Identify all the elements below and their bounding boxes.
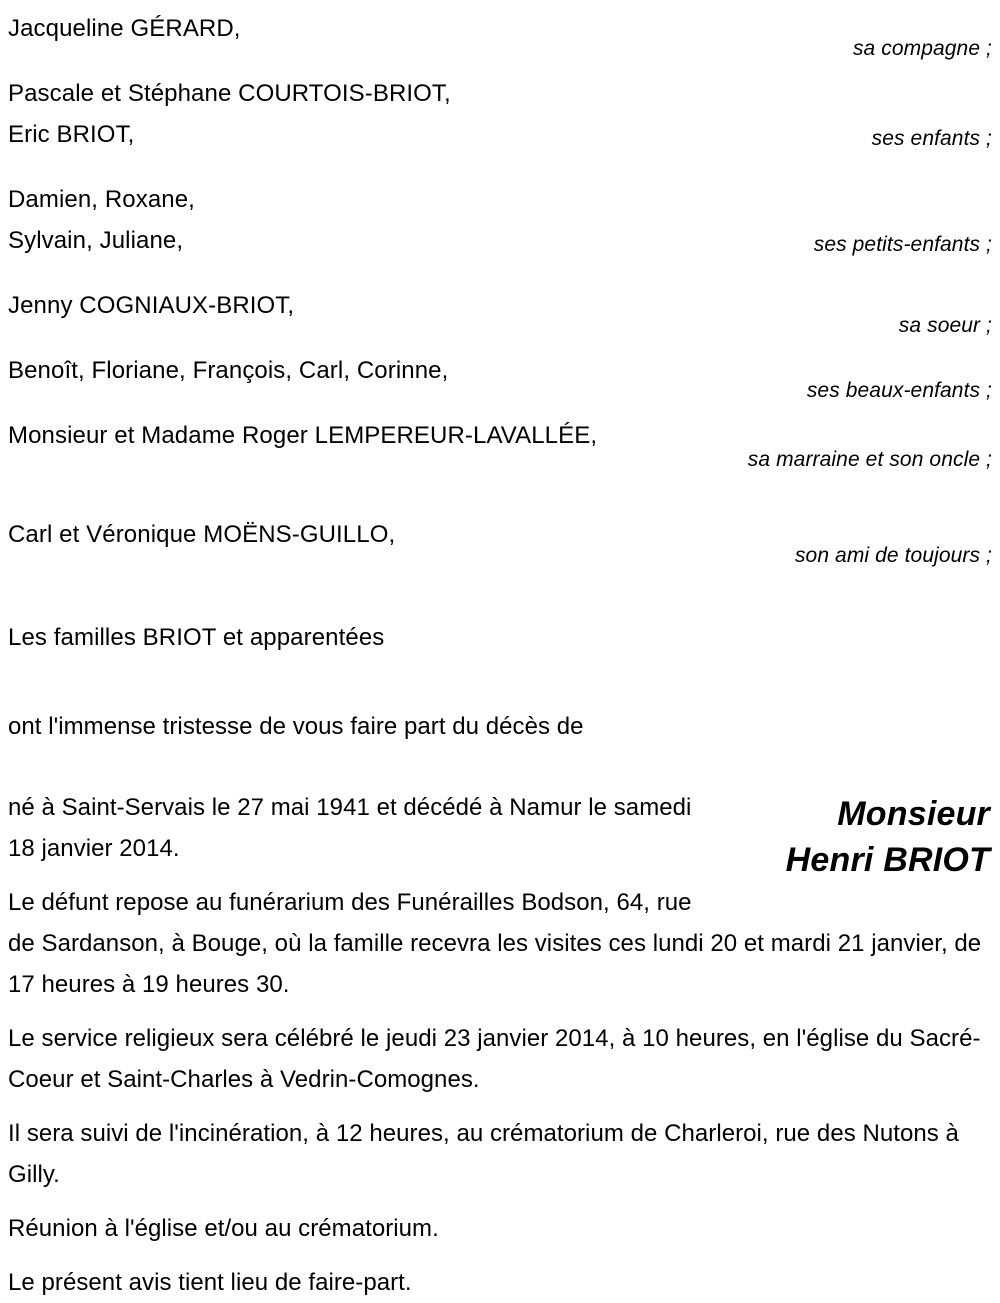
mourner-group [0, 8, 1000, 60]
deceased-title: Monsieur [837, 795, 990, 833]
mourner-name: Jacqueline GÉRARD, [8, 15, 241, 42]
announcement-paragraph: Réunion à l'église et/ou au crématorium. [8, 1215, 439, 1242]
mourner-name: Benoît, Floriane, François, Carl, Corinne, [8, 357, 449, 384]
mourner-name: Pascale et Stéphane COURTOIS-BRIOT, [8, 80, 451, 107]
mourner-relation: ses petits-enfants ; [813, 233, 992, 256]
deceased-name-block [718, 787, 990, 883]
mourner-group [0, 350, 1000, 402]
announcement-paragraph: Le service religieux sera célébré le jeudi 23 janvier 2014, à 10 heures, en l'église du Sacré-Coeur et Saint-Charles à Vedrin-Comognes. [8, 1025, 981, 1093]
mourner-name: Eric BRIOT, [8, 121, 135, 148]
announcement-paragraph: Le présent avis tient lieu de faire-part. [8, 1269, 412, 1296]
mourner-group [0, 617, 1000, 658]
mourner-name: Monsieur et Madame Roger LEMPEREUR-LAVALLÉE, [8, 422, 598, 449]
announcement-body [0, 706, 1000, 1303]
mourner-relation: ses beaux-enfants ; [806, 379, 992, 402]
spacer [0, 261, 1000, 285]
mourner-name: Carl et Véronique MOËNS-GUILLO, [8, 521, 396, 548]
mourner-group [0, 73, 1000, 155]
announcement-paragraph: Le défunt repose au funérarium des Funérailles Bodson, 64, rue de Sardanson, à Bouge, où la famille recevra les visites ces lundi 20 et mardi 21 janvier, de 17 heures à 19 heures 30. [8, 889, 982, 998]
mourner-name: Damien, Roxane, [8, 186, 195, 213]
spacer [0, 658, 1000, 706]
deceased-name: Henri BRIOT [785, 841, 990, 879]
birth-death-paragraph: né à Saint-Servais le 27 mai 1941 et décédé à Namur le samedi 18 janvier 2014. [8, 794, 692, 862]
mourner-relation: sa compagne ; [852, 37, 992, 60]
mourner-group [0, 285, 1000, 337]
announcement-lead: ont l'immense tristesse de vous faire part du décès de [8, 713, 584, 740]
spacer [8, 747, 990, 787]
mourner-name: Sylvain, Juliane, [8, 227, 184, 254]
mourner-names [0, 617, 1000, 658]
spacer [0, 155, 1000, 179]
mourner-group [0, 179, 1000, 261]
mourner-relation: son ami de toujours ; [794, 544, 992, 567]
mourner-group [0, 514, 1000, 567]
mourner-name: Jenny COGNIAUX-BRIOT, [8, 292, 295, 319]
mourner-name: Les familles BRIOT et apparentées [8, 624, 385, 651]
mourner-group [0, 415, 1000, 471]
mourner-relation: sa soeur ; [898, 314, 992, 337]
mourner-relation: sa marraine et son oncle ; [747, 448, 992, 471]
announcement-paragraph: Il sera suivi de l'incinération, à 12 heures, au crématorium de Charleroi, rue des Nutons à Gilly. [8, 1120, 959, 1188]
mourner-relation: ses enfants ; [871, 127, 992, 150]
